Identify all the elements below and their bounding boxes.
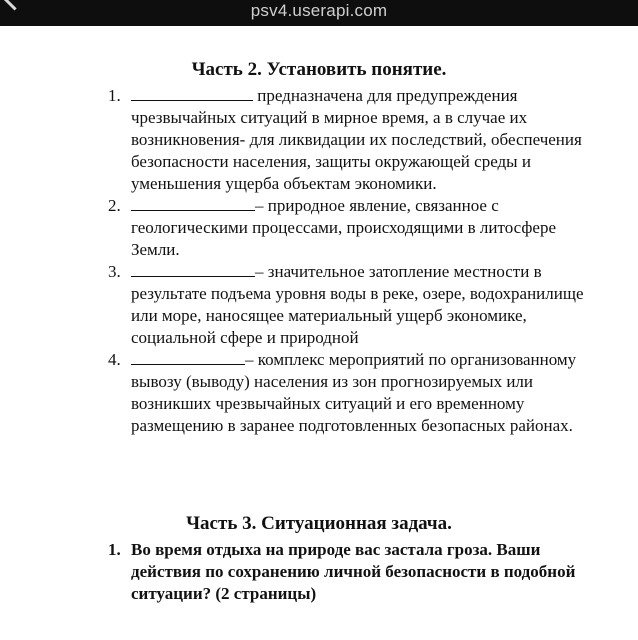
answer-blank xyxy=(131,261,255,277)
list-item xyxy=(0,195,638,261)
list-item xyxy=(0,539,638,605)
item-number: 3. xyxy=(108,262,121,281)
list-item xyxy=(0,261,638,349)
browser-top-bar xyxy=(0,0,638,26)
item-text: – значительное затопление местности в результате подъема уровня воды в реке, озере, водохранилище или море, наносящее материальный ущерб экономике, социальной сфере и природной xyxy=(131,262,584,347)
item-text: Во время отдыха на природе вас застала гроза. Ваши действия по сохранению личной безопасности в подобной ситуации? (2 страницы) xyxy=(131,540,576,603)
item-number: 1. xyxy=(108,540,121,559)
answer-blank xyxy=(131,195,255,211)
part2-list xyxy=(0,85,638,437)
list-item xyxy=(0,349,638,437)
list-item xyxy=(0,85,638,195)
part2-heading: Часть 2. Установить понятие. xyxy=(191,59,447,80)
item-text: – природное явление, связанное с геологическими процессами, происходящими в литосфере Земли. xyxy=(131,196,556,259)
document-page xyxy=(0,26,638,640)
item-number: 2. xyxy=(108,196,121,215)
item-text: – комплекс мероприятий по организованному вывозу (выводу) населения из зон прогнозируемых или возникших чрезвычайных ситуаций и его временному размещению в заранее подготовленных безопасных районах. xyxy=(131,350,577,435)
item-number: 4. xyxy=(108,350,121,369)
answer-blank xyxy=(131,349,245,365)
item-text: предназначена для предупреждения чрезвычайных ситуаций в мирное время, а в случае их возникновения- для ликвидации их последствий, обеспечения безопасности населения, защиты окружающей среды и уменьшения ущерба объектам экономики. xyxy=(131,86,582,193)
item-number: 1. xyxy=(108,86,121,105)
browser-url[interactable]: psv4.userapi.com xyxy=(250,1,388,20)
part3-heading: Часть 3. Ситуационная задача. xyxy=(186,513,452,534)
answer-blank xyxy=(131,85,253,101)
part3-list xyxy=(0,539,638,605)
